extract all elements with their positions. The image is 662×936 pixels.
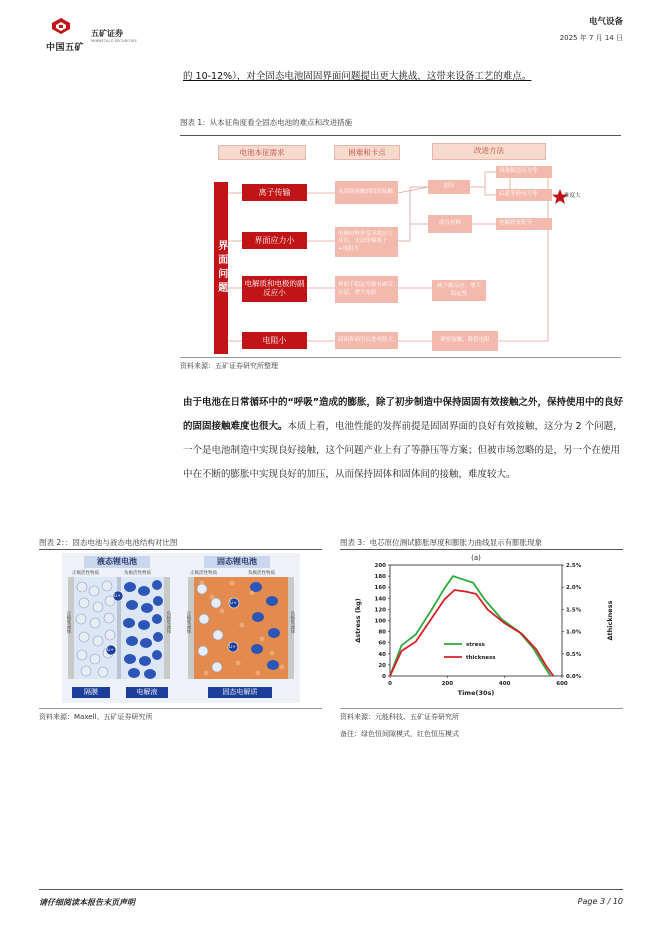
- y-tick-label: 100: [374, 618, 386, 625]
- figure3-note: 备注：绿色恒间隙模式，红色恒压模式: [340, 730, 459, 738]
- figure2-top-rule: [39, 549, 322, 550]
- difficulty-solid-contact: 从固液接触到固固接触: [335, 181, 398, 204]
- header-date: 2025 年 7 月 14 日: [559, 34, 623, 42]
- y-tick-label: 40: [378, 651, 386, 658]
- need-low-stress: 界面应力小: [242, 232, 307, 249]
- y2-tick-label: 2.0%: [566, 585, 582, 592]
- x-axis-label: Time(30s): [457, 689, 495, 697]
- solid-neg-collector-label: 负极集流体: [290, 611, 295, 634]
- ion-label-3: Li+: [230, 600, 237, 605]
- x-tick-label: 400: [498, 681, 511, 687]
- figure1-top-rule: [180, 135, 621, 136]
- figure3-bottom-rule: [340, 708, 623, 709]
- y2-tick-label: 1.0%: [566, 629, 582, 636]
- y-tick-label: 0: [382, 674, 386, 680]
- logo-english-name: MINMETALS SECURITIES: [91, 39, 137, 43]
- figure1-diagram: [180, 138, 621, 356]
- figure2-source: 资料来源：Maxell、五矿证券研究所: [39, 713, 153, 721]
- header-difficulties: 困难和卡点: [334, 145, 400, 160]
- y2-tick-label: 1.5%: [566, 607, 582, 614]
- need-low-side-reaction: 电解质和电极的副反应小: [242, 276, 307, 302]
- body-paragraph-bold: 由于电池在日常循环中的“呼吸”造成的膨胀，除了初步制造中保持固固有效接触之外，保持使用中的良好的固固接触难度也很大。: [183, 397, 623, 432]
- footer-disclaimer: 请仔细阅读本报告末页声明: [39, 898, 135, 907]
- ion-label-2: Li+: [107, 647, 114, 652]
- figure3-top-rule: [340, 549, 623, 550]
- y-tick-label: 120: [374, 607, 386, 614]
- y-axis-label: Δstress (kg): [354, 598, 362, 643]
- solid-electrolyte-label: 固态电解质: [208, 687, 272, 698]
- separator-label: 隔膜: [72, 687, 110, 698]
- header-sector: 电气设备: [588, 17, 623, 27]
- liquid-battery-title: 液态锂电池: [84, 556, 150, 568]
- footer-rule: [39, 889, 623, 890]
- electrolyte-label: 电解液: [126, 687, 168, 698]
- difficulty-deformation: 电极材料形变导致应力存在，无法传输离子+电阻大: [335, 227, 398, 257]
- y-tick-label: 160: [374, 585, 386, 592]
- ion-label-4: Li+: [229, 644, 236, 649]
- solid-battery-title: 固态锂电池: [204, 556, 270, 568]
- x-tick-label: 600: [556, 681, 568, 687]
- submethod-isostatic: 后道等静压力等: [496, 189, 552, 201]
- footer-page-number: Page 3 / 10: [577, 897, 623, 906]
- need-ion-transport: 离子传输: [242, 184, 307, 201]
- liquid-pos-collector-label: 正极集流体: [66, 611, 71, 634]
- x-tick-label: 200: [441, 681, 454, 687]
- y2-tick-label: 0.0%: [566, 674, 582, 680]
- legend-label-stress: stress: [466, 642, 485, 648]
- liquid-pos-active-label: 正极活性物质: [72, 571, 99, 576]
- figure2-bottom-rule: [39, 708, 322, 709]
- ion-label-1: Li+: [114, 593, 121, 598]
- side-label-interface: [214, 182, 228, 354]
- y2-tick-label: 0.5%: [566, 651, 582, 658]
- star-label: 难度大: [564, 193, 581, 199]
- chart-title: (a): [471, 554, 481, 562]
- logo-company-name: 五矿证券: [91, 29, 123, 38]
- figure1-title: 图表 1：从本征角度看全固态电池的难点和改进措施: [180, 118, 353, 127]
- battery-comparison-image: [62, 553, 300, 703]
- figure2-title: 图表 2：：固态电池与液态电池结构对比图: [39, 538, 178, 547]
- body-paragraph-normal: 本质上看，电池性能的发挥前提是固固界面的良好有效接触，这分为 2 个问题，一个是电池制造中实现良好接触，这个问题产业上有了等静压等方案；但被市场忽略的是，另一个在使用中在不断的膨胀中实现良好的加压，从而保持固体和固体间的接触，难度较大。: [183, 421, 623, 480]
- expansion-chart: [340, 551, 623, 706]
- continued-paragraph: 的 10-12%），对全固态电池固固界面问题提出更大挑战，这带来设备工艺的难点。: [183, 71, 532, 82]
- header-improvements: 改进方法: [432, 143, 546, 160]
- logo-text-cn: 中国五矿: [46, 43, 85, 53]
- method-tight-contact: 紧密接触，降低电阻: [432, 331, 498, 351]
- method-material: 改良材料: [428, 215, 472, 233]
- y-tick-label: 20: [378, 662, 386, 669]
- liquid-neg-collector-label: 负极集流体: [166, 611, 171, 634]
- company-logo-icon: [50, 17, 72, 35]
- difficulty-unstable-interface: 界面不稳定导致有副反应层，增大电阻: [335, 276, 398, 303]
- y-tick-label: 180: [374, 574, 386, 581]
- solid-neg-active-label: 负极活性物质: [248, 571, 275, 576]
- need-low-resistance: 电阻小: [242, 332, 307, 349]
- y2-axis-label: Δthickness: [606, 600, 614, 641]
- submethod-electrolyte: 电解质复配等: [496, 218, 552, 230]
- solid-pos-collector-label: 正极集流体: [186, 611, 191, 634]
- figure1-bottom-rule: [180, 357, 621, 358]
- header-battery-needs: 电池本征需求: [218, 145, 306, 160]
- method-reduce-reaction: 减少副反应，增大稳定性: [432, 280, 486, 301]
- y2-tick-label: 2.5%: [566, 563, 582, 569]
- solid-pos-active-label: 正极活性物质: [190, 571, 217, 576]
- liquid-neg-active-label: 负极活性物质: [124, 571, 151, 576]
- y-tick-label: 200: [374, 563, 386, 569]
- difficulty-void-resistance: 固固界面空白处电阻大: [335, 332, 398, 349]
- y-tick-label: 60: [378, 640, 386, 647]
- body-paragraph: [183, 391, 624, 487]
- y-tick-label: 80: [378, 629, 386, 636]
- x-tick-label: 0: [388, 681, 392, 687]
- figure3-source: 资料来源：元能科技、五矿证券研究所: [340, 713, 459, 721]
- submethod-equipment-pressure: 设备制造压力等: [496, 166, 552, 178]
- figure1-source: 资料来源：五矿证券研究所整理: [180, 362, 278, 370]
- side-label-text: 界面问题: [215, 240, 227, 296]
- legend-label-thickness: thickness: [466, 655, 496, 661]
- figure3-title: 图表 3：电芯原位测试膨胀厚度和膨胀力曲线显示有膨胀现象: [340, 538, 543, 547]
- method-pressure: 加压: [428, 180, 470, 194]
- y-tick-label: 140: [374, 596, 386, 603]
